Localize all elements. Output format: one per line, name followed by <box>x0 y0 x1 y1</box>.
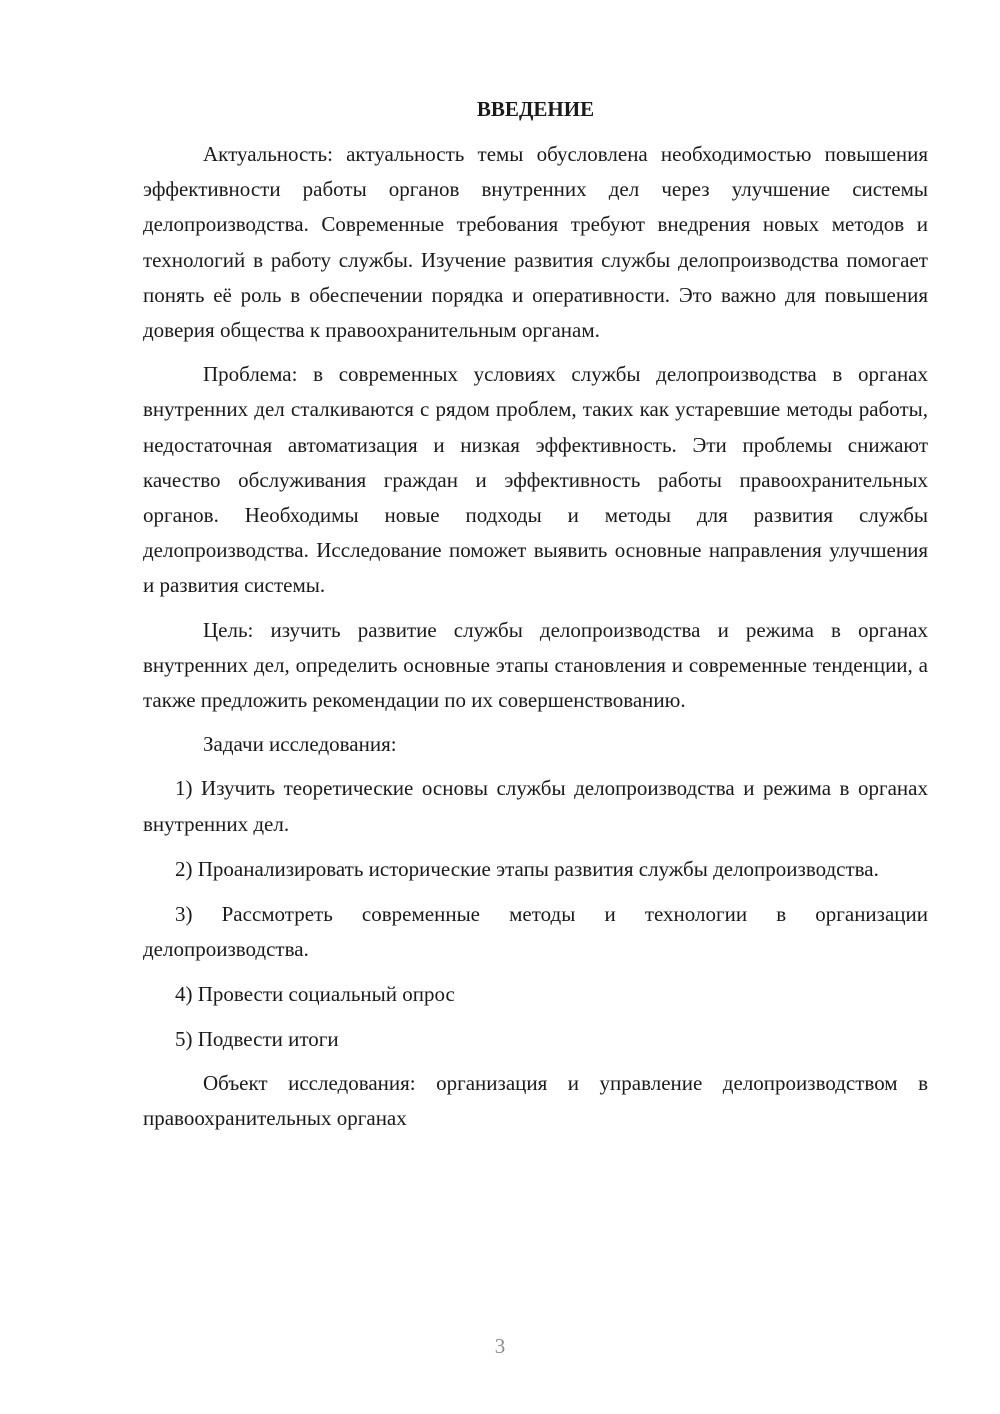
task-item-4: 4) Провести социальный опрос <box>175 982 455 1007</box>
task-item-1: 1) Изучить теоретические основы службы делопроизводства и режима в органах внутренних дел. <box>143 776 928 836</box>
task-item-3: 3) Рассмотреть современные методы и технологии в организации делопроизводства. <box>143 902 928 962</box>
paragraph-object: Объект исследования: организация и управление делопроизводством в правоохранительных органах <box>143 1070 928 1131</box>
tasks-heading: Задачи исследования: <box>203 732 397 757</box>
task-item-2: 2) Проанализировать исторические этапы развития службы делопроизводства. <box>175 856 879 881</box>
paragraph-relevance: Актуальность: актуальность темы обусловлена необходимостью повышения эффективности работы органов внутренних дел через улучшение системы делопроизводства. Современные требования требуют внедрения новых методов и технологий в работу службы. Изучение развития службы делопроизводства помогает понять её роль в обеспечении порядка и оперативности. Это важно для повышения доверия общества к правоохранительным органам. <box>143 142 928 343</box>
paragraph-problem: Проблема: в современных условиях службы делопроизводства в органах внутренних дел сталкиваются с рядом проблем, таких как устаревшие методы работы, недостаточная автоматизация и низкая эффективность. Эти проблемы снижают качество обслуживания граждан и эффективность работы правоохранительных органов. Необходимы новые подходы и методы для развития службы делопроизводства. Исследование поможет выявить основные направления улучшения и развития системы. <box>143 362 928 598</box>
task-item-5: 5) Подвести итоги <box>175 1026 339 1051</box>
section-title: ВВЕДЕНИЕ <box>476 97 595 121</box>
page-number: 3 <box>494 1334 506 1358</box>
paragraph-goal: Цель: изучить развитие службы делопроизводства и режима в органах внутренних дел, определить основные этапы становления и современные тенденции, а также предложить рекомендации по их совершенствованию. <box>143 617 928 713</box>
document-page <box>143 92 928 1145</box>
